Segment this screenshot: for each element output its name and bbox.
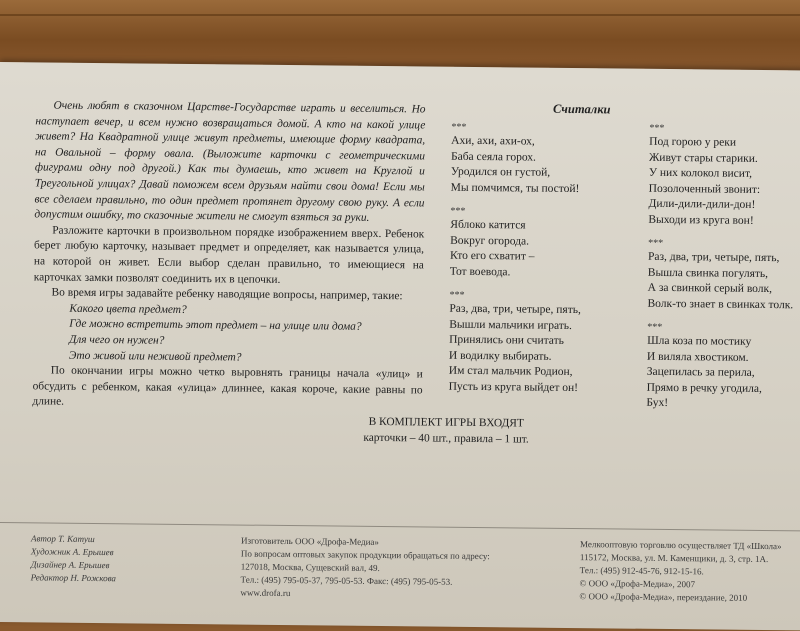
poem-line: Раз, два, три, четыре, пять, (449, 302, 581, 317)
poem-line: Вокруг огорода. (450, 234, 530, 248)
credit-line: Автор Т. Катуш (30, 533, 95, 545)
poem-line: Прямо в речку угодила, (646, 381, 762, 395)
poem-line: Пусть из круга выйдет он! (448, 380, 579, 394)
poem-line: Шла коза по мостику (647, 334, 752, 348)
question-item: Для чего он нужен? (69, 333, 165, 347)
poem-line: Им стал мальчик Родион, (448, 364, 573, 379)
rhyme-poem (646, 322, 800, 413)
rhyme-poem (449, 290, 625, 397)
stars-separator: *** (647, 321, 663, 333)
question-item: Какого цвета предмет? (69, 302, 187, 316)
poem-line: У них колокол висит, (648, 166, 753, 180)
rules-paragraph-layout: Разложите карточки в произвольном порядке изображением вверх. Ребенок берет любую карточку, называет предмет и определяет, как называется улица, на которой он живет. Если выбор сделан правильно, то имеющиеся на карточках замки позволят соединить их в цепочки. (33, 224, 425, 286)
poem-line: Кто его схватит – (449, 249, 535, 263)
distributor-line: Мелкооптовую торговлю осуществляет ТД «Школа» (579, 539, 782, 552)
poem-line: Ахи, ахи, ахи-ох, (451, 134, 535, 148)
poem-line: Зацепилась за перила, (646, 365, 755, 379)
kit-contents (296, 413, 596, 448)
publisher-line: www.drofa.ru (240, 587, 291, 599)
poem-line: И водилку выбирать. (448, 349, 552, 363)
distributor-line: Тел.: (495) 912-45-76, 912-15-16. (579, 565, 704, 577)
poem-line: Тот воевода. (449, 265, 511, 278)
poem-line: Под горою у реки (649, 135, 737, 149)
rules-paragraph-questions: Во время игры задавайте ребенку наводящие вопросы, например, такие: (51, 286, 403, 303)
stars-separator: *** (450, 205, 466, 217)
question-item: Где можно встретить этот предмет – на улице или дома? (69, 318, 362, 334)
rhymes-column-right (646, 123, 800, 423)
question-item: Это живой или неживой предмет? (68, 349, 242, 364)
rhyme-poem (648, 123, 800, 230)
footer-distributor (579, 538, 781, 605)
rules-column (32, 98, 425, 414)
poem-line: Бух! (646, 396, 669, 410)
stars-separator: *** (449, 289, 465, 301)
credit-line: Редактор Н. Рожкова (30, 572, 117, 584)
poem-line: И виляла хвостиком. (646, 350, 749, 364)
poem-line: Волк-то знает в свинках толк. (647, 297, 794, 311)
poem-line: Дили-дили-дили-дон! (648, 197, 756, 211)
poem-line: Яблоко катится (450, 218, 526, 232)
table-plank-seam (0, 14, 800, 16)
poem-line: Мы помчимся, ты постой! (450, 181, 580, 195)
distributor-line: © ООО «Дрофа-Медиа», 2007 (579, 578, 696, 590)
rhymes-column-middle (448, 101, 626, 407)
distributor-line: © ООО «Дрофа-Медиа», переиздание, 2010 (579, 591, 748, 603)
rhyme-poem (450, 206, 626, 282)
distributor-line: 115172, Москва, ул. М. Каменщики, д. 3, стр. 1А. (579, 552, 769, 565)
stars-separator: *** (451, 121, 467, 133)
stars-separator: *** (649, 122, 665, 134)
intro-paragraph: Очень любят в сказочном Царстве-Государстве играть и веселиться. Но наступает вечер, и всем нужно возвращаться домой. А кто на какой улице живет? На Квадратной улице живут предметы, имеющие форму квадрата, на Овальной – форму овала. (Выложите карточки с геометрическими фигурами одну под другой.) Как ты думаешь, кто живет на Круглой и Треугольной улицах? Давай поможем всем друзьям найти свои дома! Если мы все сделаем правильно, то один предмет протянет другому свою руку. А если допустим ошибку, то сказочные жители не смогут взяться за руки. (34, 99, 426, 225)
poem-line: Позолоченный звонит: (648, 182, 761, 196)
publisher-line: 127018, Москва, Сущевский вал, 49. (240, 561, 380, 574)
footer-credits (31, 532, 117, 585)
credit-line: Дизайнер А. Ерышев (30, 559, 110, 571)
poem-line: Выходи из круга вон! (648, 213, 754, 227)
credit-line: Художник А. Ерышев (30, 546, 114, 558)
publisher-line: Изготовитель ООО «Дрофа-Медиа» (240, 535, 379, 547)
poem-line: Баба сеяла горох. (450, 150, 537, 164)
rhyme-poem (451, 122, 627, 198)
rhyme-poem (647, 238, 800, 314)
poem-line: Уродился он густой, (450, 165, 551, 179)
poem-line: А за свинкой серый волк, (647, 281, 773, 296)
rules-paragraph-end: По окончании игры можно четко выровнять границы начала «улиц» и обсудить с ребенком, какая «улица» длиннее, какая короче, какие равны по длине. (32, 364, 423, 408)
rhymes-heading: Считалки (552, 101, 611, 117)
kit-title: В КОМПЛЕКТ ИГРЫ ВХОДЯТ (368, 415, 524, 430)
publisher-line: Тел.: (495) 795-05-37, 795-05-53. Факс: (495) 795-05-53. (240, 574, 453, 587)
poem-line: Вышли мальчики играть. (449, 318, 573, 332)
poem-line: Принялись они считать (449, 333, 564, 347)
poem-line: Живут стары старики. (648, 151, 758, 165)
stars-separator: *** (648, 237, 664, 249)
kit-items: карточки – 40 шт., правила – 1 шт. (363, 431, 529, 446)
footer-divider (0, 522, 800, 532)
poem-line: Вышла свинка погулять, (647, 266, 769, 280)
publisher-line: По вопросам оптовых закупок продукции обращаться по адресу: (240, 548, 490, 562)
instruction-sheet (0, 62, 800, 631)
footer-publisher (240, 535, 490, 603)
question-list (33, 301, 424, 367)
poem-line: Раз, два, три, четыре, пять, (647, 250, 780, 265)
